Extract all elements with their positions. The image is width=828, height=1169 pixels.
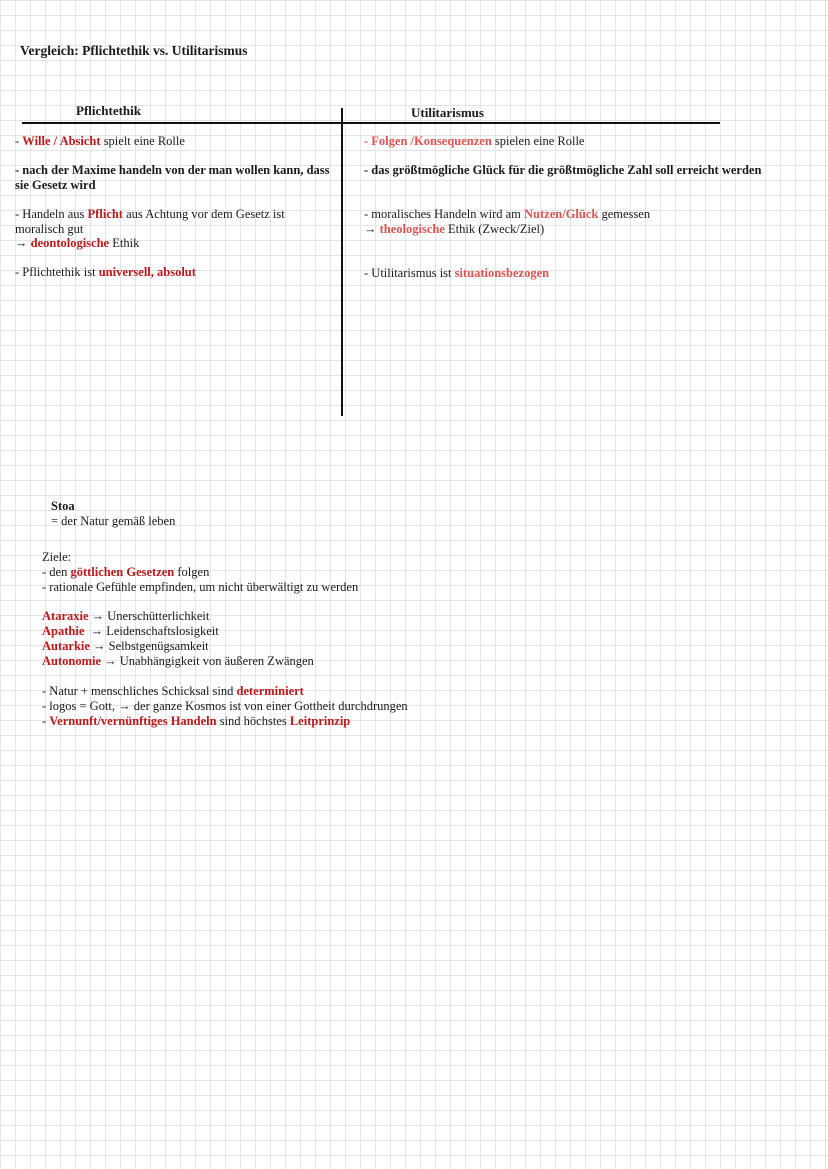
goal-item-2: - rationale Gefühle empfinden, um nicht überwältigt zu werden: [42, 580, 359, 594]
stoa-heading: [51, 499, 175, 528]
highlight-nutzen-glueck: Nutzen/Glück: [524, 207, 599, 221]
stoa-definition: = der Natur gemäß leben: [51, 513, 176, 528]
highlight-leitprinzip: Leitprinzip: [289, 714, 351, 728]
highlight-pflicht: Pflicht: [87, 207, 123, 221]
term-autarkie: Autarkie → Selbstgenügsamkeit: [42, 639, 209, 653]
highlight-determiniert: determiniert: [236, 684, 304, 698]
stoa-principles: [42, 684, 408, 729]
term-autonomie: Autonomie → Unabhängigkeit von äußeren Zwängen: [42, 654, 314, 668]
right-item-3: - moralisches Handeln wird am Nutzen/Glück gemessen → theologische Ethik (Zweck/Ziel): [364, 207, 651, 236]
highlight-situationsbezogen: situationsbezogen: [454, 266, 550, 280]
left-item-4: - Pflichtethik ist universell, absolut: [15, 265, 196, 279]
left-item-1: - Wille / Absicht spielt eine Rolle: [15, 134, 185, 148]
arrow-icon: →: [364, 221, 380, 236]
highlight-theologische: theologische: [379, 221, 445, 236]
highlight-universell: universell, absolut: [98, 265, 196, 279]
highlight-deontologische: deontologische: [30, 236, 110, 250]
highlight-wille-absicht: Wille / Absicht: [22, 134, 101, 148]
stoa-terms: [42, 609, 314, 669]
column-header-utilitarismus: Utilitarismus: [411, 105, 484, 120]
term-apathie: Apathie → Leidenschaftslosigkeit: [42, 624, 219, 638]
left-item-3: - Handeln aus Pflicht aus Achtung vor dem Gesetz ist moralisch gut → deontologische Ethik: [15, 207, 285, 250]
table-vertical-line: [341, 108, 343, 416]
stoa-goals: [42, 550, 358, 595]
principle-item-2: - logos = Gott, → der ganze Kosmos ist von einer Gottheit durchdrungen: [42, 699, 408, 713]
stoa-title: Stoa: [51, 499, 75, 513]
right-item-4: - Utilitarismus ist situationsbezogen: [364, 266, 550, 280]
page-title: Vergleich: Pflichtethik vs. Utilitarismus: [20, 43, 248, 58]
arrow-icon: →: [15, 236, 31, 250]
goals-label: Ziele:: [42, 550, 72, 564]
column-header-pflichtethik: Pflichtethik: [76, 103, 141, 118]
principle-item-3: - Vernunft/vernünftiges Handeln sind höchstes Leitprinzip: [42, 714, 351, 728]
highlight-vernunft: Vernunft/vernünftiges Handeln: [49, 714, 217, 728]
principle-item-1: - Natur + menschliches Schicksal sind determiniert: [42, 684, 304, 698]
term-ataraxie: Ataraxie → Unerschütterlichkeit: [42, 609, 210, 623]
right-item-1: - Folgen /Konsequenzen spielen eine Rolle: [364, 134, 585, 148]
goal-item-1: - den göttlichen Gesetzen folgen: [42, 565, 210, 579]
table-horizontal-line: [22, 122, 720, 124]
highlight-folgen: - Folgen /Konsequenzen: [364, 134, 492, 148]
right-item-2: - das größtmögliche Glück für die größtmögliche Zahl soll erreicht werden: [364, 163, 762, 177]
highlight-goettlichen-gesetzen: göttlichen Gesetzen: [70, 565, 175, 579]
left-item-2: - nach der Maxime handeln von der man wollen kann, dass sie Gesetz wird: [15, 163, 330, 192]
